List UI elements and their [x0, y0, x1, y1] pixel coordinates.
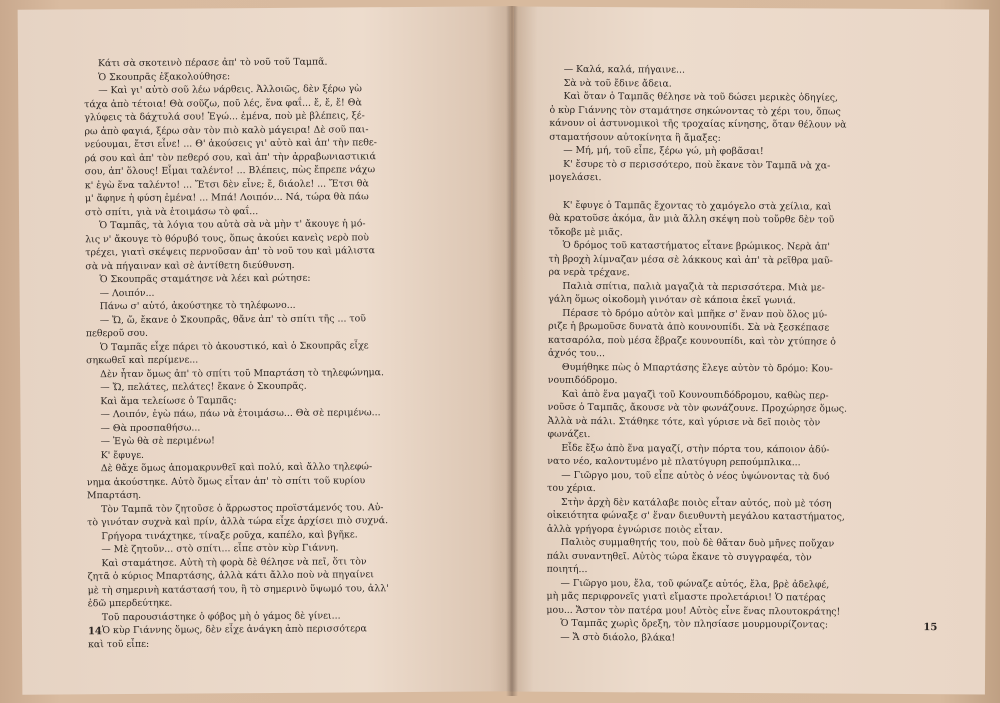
text-line: κατσαρόλα, ποὺ μέσα ἔβραζε κουνουπίδι, καὶ τὸν χτύπησε ὁ — [548, 334, 836, 348]
text-line: λις ν' ἄκουγε τὸ θόρυβό τους, ὅπως ἀκούει κανεὶς νερὸ ποὺ — [85, 231, 370, 245]
text-line: Ὁ Σκουπρᾶς σταμάτησε νὰ λέει καὶ ρώτησε: — [99, 272, 311, 286]
text-line: — Καὶ γι' αὐτὸ σοῦ λέω νάρθεις. Ἀλλοιῶς, δὲν ξέρω γὼ — [98, 83, 362, 97]
text-line: νεύουμαι, ἔτσι εἶνε! ... Θ' ἀκούσεις γι' αὐτὸ καὶ ἀπ' τὴν πεθε- — [84, 137, 377, 151]
text-line: ἐδῶ μπερδεύτηκε. — [87, 597, 173, 610]
text-line: του χέρια. — [547, 482, 596, 495]
text-line: θὰ κρατοῦσε ἀκόμα, ἂν μιὰ ἄλλη σκέψη ποὺ τοὔρθε δὲν τοῦ — [548, 212, 835, 226]
text-line: μὲ τὴ σημερινὴ κατάστασή του, ἢ τὸ σημερινὸ ὕψωμό του, ἀλλ' — [87, 582, 389, 596]
text-line: σηκωθεῖ καὶ περίμενε... — [86, 354, 199, 367]
text-line: Καὶ ὅταν ὁ Ταμπᾶς θέλησε νὰ τοῦ δώσει μερικὲς ὁδηγίες, — [563, 90, 838, 104]
text-line: μογελάσει. — [549, 171, 602, 184]
text-line: Καὶ ἅμα τελείωσε ὁ Ταμπᾶς: — [100, 394, 237, 407]
text-line: καὶ τοῦ εἶπε: — [88, 638, 150, 650]
text-line: Πέρασε τὸ δρόμο αὐτὸν καὶ μπῆκε σ' ἕναν ποὺ ὅλος μύ- — [562, 307, 828, 320]
text-line: — Μή, μή, τοῦ εἶπε, ξέρω γώ, μὴ φοβᾶσαι! — [563, 144, 764, 158]
text-line: Εἶδε ἔξω ἀπὸ ἕνα μαγαζί, στὴν πόρτα του, κάποιον ἀδύ- — [561, 442, 830, 455]
text-line: σου, ἀπ' ὅλους! Εἶμαι ταλέντο! ... Βλέπεις, πὼς ἔπρεπε νάχω — [84, 164, 376, 178]
text-line: Ὁ Ταμπᾶς, τὰ λόγια του αὐτὰ σὰ νὰ μὴν τ' ἄκουγε ἡ μό- — [99, 218, 366, 232]
text-line: Κ' ἔσυρε τὸ σ περισσότερο, ποὺ ἔκανε τὸν Ταμπᾶ νὰ χα- — [563, 158, 831, 171]
text-line: Ἀλλὰ νὰ πάλι. Στάθηκε τότε, καὶ γύρισε νὰ δεῖ ποιὸς τὸν — [547, 415, 821, 428]
text-line: — Ἄ στὸ διάολο, βλάκα! — [560, 631, 676, 644]
text-line: Γρήγορα τινάχτηκε, τίναξε ροῦχα, καπέλο, καὶ βγῆκε. — [101, 528, 358, 542]
text-line: — Ὤ, πελάτες, πελάτες! ἔκανε ὁ Σκουπρᾶς. — [100, 380, 307, 394]
text-line: τὄκοβε μὲ μιᾶς. — [548, 226, 623, 238]
text-line: φωνάζει. — [547, 428, 591, 441]
left-page — [18, 6, 515, 694]
text-line: Παλιὸς συμμαθητής του, ποὺ δὲ θἄταν δυὸ μῆνες ποὔχαν — [560, 536, 835, 550]
text-line: Κ' ἔφυγε ὁ Ταμπᾶς ἔχοντας τὸ χαμόγελο στὰ χείλια, καὶ — [562, 199, 832, 212]
text-line: Τοῦ παρουσιάστηκε ὁ φόβος μὴ ὁ γάμος δὲ γίνει... — [101, 609, 341, 623]
left-page-number: 14 — [87, 626, 102, 638]
text-line: Καὶ σταμάτησε. Αὐτὴ τὴ φορὰ δὲ θέλησε νὰ πεῖ, ὅτι τὸν — [101, 555, 367, 569]
text-line: κ' ἐγὼ ἕνα ταλέντο! ... Ἔτσι δὲν εἶνε; ἔ, διάολε! ... Ἔτσι θὰ — [84, 177, 369, 191]
text-line: Ὁ κὺρ Γιάννης ὅμως, δὲν εἶχε ἀνάγκη ἀπὸ περισσότερα — [101, 623, 367, 637]
text-line: Ὁ Ταμπᾶς χωρὶς ὄρεξη, τὸν πλησίασε μουρμουρίζοντας: — [560, 617, 829, 631]
text-line: ἀχνός του... — [547, 347, 606, 360]
text-line: Πάνω σ' αὐτό, ἀκούστηκε τὸ τηλέφωνο... — [99, 299, 296, 313]
book-gutter — [506, 6, 518, 696]
text-line: πάλι συναντηθεῖ. Αὐτὸς τώρα ἔκανε τὸ συγγραφέα, τὸν — [546, 550, 812, 563]
text-line: μὴ μᾶς περιφρονεῖς γιατὶ εἴμαστε προλετάριοι! Ὁ πατέρας — [546, 590, 826, 604]
text-line: μου... Ἄστον τὸν πατέρα μου! Αὐτὸς εἶνε ἕνας πλουτοκράτης! — [546, 604, 841, 618]
left-page-text — [84, 54, 488, 651]
text-line: τὴ βροχὴ λίμναζαν μέσα σὲ λάκκους καὶ ἀπ' τὰ ρεῖθρα μαῦ- — [548, 253, 833, 267]
text-line: Δὲ θἄχε ὅμως ἀπομακρυνθεῖ καὶ πολύ, καὶ ἄλλο τηλεφώ- — [100, 461, 373, 475]
text-line: ριζε ἡ βρωμοῦσε δυνατὰ ἀπὸ κουνουπίδι. Σὰ νὰ ξεσκέπασε — [548, 320, 830, 334]
text-line: σταματήσουν αὐτοκίνητα ἢ ἄμαξες: — [549, 131, 721, 144]
text-line: — Ἐγὼ θὰ σὲ περιμένω! — [100, 435, 215, 448]
text-line: γλύφεις τὰ δάχτυλά σου! Ἐγώ... ἐμένα, ποὺ μὲ βλέπεις, ξέ- — [84, 110, 365, 124]
text-line: κάνουν οἱ ἀστυνομικοὶ τῆς τροχαίας κίνησης, ὅταν θέλουν νὰ — [549, 117, 847, 131]
text-line: Ὁ Ταμπᾶς εἶχε πάρει τὸ ἀκουστικό, καὶ ὁ Σκουπρᾶς εἶχε — [99, 339, 369, 353]
text-line: οἰκειότητα φώναξε σ' ἕναν διευθυντὴ μεγάλου καταστήματος, — [546, 509, 845, 523]
text-line: ὁ κὺρ Γιάννης τὸν σταμάτησε σηκώνοντας τὸ χέρι του, ὅπως — [549, 104, 841, 118]
text-line: ρα νερὰ τρέχανε. — [548, 266, 630, 279]
right-page — [510, 7, 989, 695]
text-line: — Μὲ ζητοῦν... στὸ σπίτι... εἶπε στὸν κὺρ Γιάννη. — [101, 542, 339, 556]
text-line: Θυμήθηκε πὼς ὁ Μπαρτάσης ἔλεγε αὐτὸν τὸ δρόμο: Κου- — [561, 361, 833, 375]
text-line: Σὰ νὰ τοῦ ἔδινε ἄδεια. — [563, 77, 672, 90]
text-line: στὸ σπίτι, γιὰ νὰ ἑτοιμάσω τὸ φαΐ... — [84, 205, 259, 218]
text-line: ρά σου καὶ ἀπ' τὸν πεθερό σου, καὶ ἀπ' τὴν ἀρραβωνιαστικιά — [84, 150, 376, 164]
text-line: ρω ἀπὸ φαγιά, ξέρω σὰν τὸν πιὸ καλὸ μάγειρα! Δὲ σοῦ παι- — [84, 123, 369, 137]
text-line: ποιητή... — [546, 563, 588, 576]
text-line: νημα ἀκούστηκε. Αὐτὸ ὅμως εἶταν ἀπ' τὸ σπίτι τοῦ κυρίου — [86, 474, 366, 488]
text-line: τάχα ἀπὸ τέτοια! Θὰ σοῦζω, ποῦ λές, ἕνα φαΐ... ἔ, ἔ, ἔ! Θὰ — [84, 96, 362, 110]
text-line: τρέχει, γιατὶ σκέψεις περνοῦσαν ἀπ' τὸ νοῦ του καὶ μάλιστα — [85, 245, 375, 259]
text-line: Ὁ δρόμος τοῦ καταστήματος εἶτανε βρώμικος. Νερὰ ἀπ' — [562, 239, 830, 253]
text-line: Καὶ ἀπὸ ἕνα μαγαζὶ τοῦ Κουνουπιδόδρομου, καθὼς περ- — [561, 388, 829, 401]
text-line: γάλη ὅμως οἰκοδομὴ γινόταν σὲ κάποια ἐκεῖ γωνιά. — [548, 293, 796, 307]
text-line: ἀλλὰ γρήγορα ἐγνώρισε ποιὸς εἶταν. — [546, 523, 723, 536]
text-line: τὸ γινόταν συχνὰ καὶ πρίν, ἀλλὰ τώρα εἶχε ἀρχίσει πιὸ συχνά. — [87, 515, 389, 529]
text-line: Δὲν ἦταν ὅμως ἀπ' τὸ σπίτι τοῦ Μπαρτάση τὸ τηλεφώνημα. — [100, 366, 385, 380]
text-line: — Θὰ προσπαθήσω... — [100, 421, 201, 434]
text-line: — Λοιπόν, ἐγὼ πάω, πάω νὰ ἑτοιμάσω... Θὰ σὲ περιμένω... — [100, 407, 381, 421]
text-line: νουπιδόδρομο. — [547, 374, 618, 387]
text-line: — Γιῶργο μου, τοῦ εἶπε αὐτὸς ὁ νέος ὑψώνοντας τὰ δυό — [561, 469, 830, 482]
text-line: πεθεροῦ σου. — [85, 327, 148, 340]
text-line: Μπαρτάση. — [86, 489, 142, 502]
text-line: ζητᾶ ὁ κύριος Μπαρτάσης, ἀλλὰ κάτι ἄλλο ποὺ νὰ πηγαίνει — [87, 569, 374, 583]
text-line: μ' ἄφηνε ἡ φύση ἐμένα! ... Μπά! Λοιπόν... Νά, τώρα θὰ πάω — [84, 191, 369, 205]
text-line: Ὁ Σκουπρᾶς ἐξακολούθησε: — [98, 70, 231, 83]
text-line: νοῦσε ὁ Ταμπᾶς, ἄκουσε νὰ τὸν φωνάζουνε. Προχώρησε ὅμως. — [547, 401, 848, 415]
text-line: σὰ νὰ πήγαιναν καὶ σὲ ἀντίθετη διεύθυνση. — [85, 259, 295, 272]
text-line: Τὸν Ταμπᾶ τὸν ζητοῦσε ὁ ἄρρωστος προϊστάμενός του. Αὐ- — [101, 501, 384, 515]
text-line: Κ' ἔφυγε. — [100, 449, 145, 461]
text-line: Στὴν ἀρχὴ δὲν κατάλαβε ποιὸς εἶταν αὐτός, ποὺ μὲ τόση — [561, 496, 832, 510]
text-line: — Καλά, καλά, πήγαινε... — [563, 63, 685, 76]
right-page-number: 15 — [923, 622, 938, 634]
text-line: — Λοιπόν... — [99, 287, 155, 299]
right-page-text — [546, 63, 963, 647]
text-line: νατο νέο, καλοντυμένο μὲ πλατύγυρη ρεπούμπλικα... — [547, 455, 801, 469]
text-line: — Γιῶργο μου, ἔλα, τοῦ φώναζε αὐτός, ἔλα, βρὲ ἀδελφέ, — [560, 577, 830, 590]
text-line: Κάτι σὰ σκοτεινὸ πέρασε ἀπ' τὸ νοῦ τοῦ Ταμπᾶ. — [97, 56, 328, 70]
text-line: Παλιὰ σπίτια, παλιὰ μαγαζιὰ τὰ περισσότερα. Μιὰ με- — [562, 280, 825, 293]
text-line: — Ὤ, ὤ, ἔκανε ὁ Σκουπρᾶς, θἄνε ἀπ' τὸ σπίτι τῆς ... τοῦ — [99, 312, 366, 326]
